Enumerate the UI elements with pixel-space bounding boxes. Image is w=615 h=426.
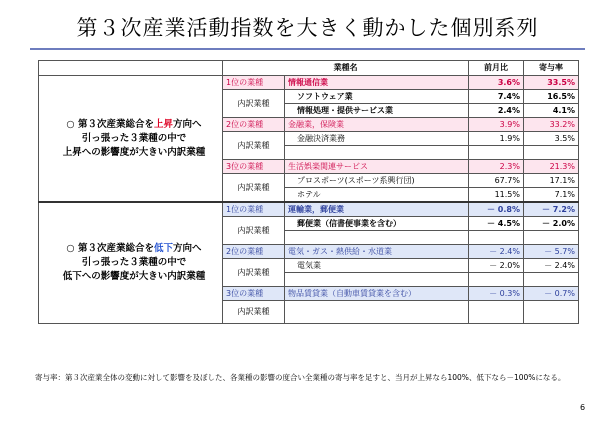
down-highlight: 低下 [154,243,174,254]
table-row [39,76,579,90]
up-sub-2-empty [285,146,469,160]
down-contrib-3: － 0.7% [524,287,579,301]
down-contrib-1: － 7.2% [524,202,579,217]
up-contrib-1: 33.5% [524,76,579,90]
up-sub-2-1-prev: 1.9% [469,132,524,146]
breakdown-label: 内訳業種 [223,132,285,160]
up-sub-1-1-contrib: 16.5% [524,90,579,104]
up-industry-3: 生活娯楽関連サービス [285,160,469,174]
down-rank-2: 2位の業種 [223,245,285,259]
header-industry: 業種名 [223,61,469,76]
up-sub-3-1: プロスポーツ(スポーツ系興行団) [285,174,469,188]
up-rank-3: 3位の業種 [223,160,285,174]
header-prev: 前月比 [469,61,524,76]
up-contrib-2: 33.2% [524,118,579,132]
page-title: 第３次産業活動指数を大きく動かした個別系列 [76,16,539,40]
up-sub-2-1: 金融決済業務 [285,132,469,146]
up-industry-1: 情報通信業 [285,76,469,90]
down-description: ○ 第３次産業総合を低下方向へ 引っ張った３業種の中で 低下への影響度が大きい内訳業種 [39,202,223,324]
up-sub-1-2-prev: 2.4% [469,104,524,118]
down-sub-2-1: 電気業 [285,259,469,273]
up-sub-1-1-prev: 7.4% [469,90,524,104]
down-industry-3: 物品賃貸業（自動車賃貸業を含む） [285,287,469,301]
up-sub-1-2: 情報処理・提供サービス業 [285,104,469,118]
down-sub-1-1-prev: － 4.5% [469,217,524,231]
up-sub-2-1-contrib: 3.5% [524,132,579,146]
up-highlight: 上昇 [154,118,174,130]
header-blank [39,61,223,76]
industry-table [38,60,579,324]
title-underline [30,48,585,50]
up-description: ○ 第３次産業総合を上昇方向へ 引っ張った３業種の中で 上昇への影響度が大きい内訳業種 [39,76,223,203]
up-sub-3-1-prev: 67.7% [469,174,524,188]
footnote: 寄与率：第３次産業全体の変動に対して影響を及ぼした、各業種の影響の度合い全業種の寄与率を足すと、当月が上昇なら100%、低下なら－100%になる。 [35,373,566,382]
down-industry-2: 電気・ガス・熱供給・水道業 [285,245,469,259]
down-sub-2-1-contrib: － 2.4% [524,259,579,273]
up-industry-2: 金融業，保険業 [285,118,469,132]
down-prev-2: － 2.4% [469,245,524,259]
up-prev-3: 2.3% [469,160,524,174]
breakdown-label: 内訳業種 [223,217,285,245]
down-sub-1-1: 郵便業（信書便事業を含む） [285,217,469,231]
breakdown-label: 内訳業種 [223,259,285,287]
breakdown-label: 内訳業種 [223,174,285,203]
up-sub-3-2-contrib: 7.1% [524,188,579,203]
up-sub-3-2: ホテル [285,188,469,203]
up-prev-2: 3.9% [469,118,524,132]
up-sub-3-2-prev: 11.5% [469,188,524,203]
down-contrib-2: － 5.7% [524,245,579,259]
down-rank-3: 3位の業種 [223,287,285,301]
header-contrib: 寄与率 [524,61,579,76]
up-contrib-3: 21.3% [524,160,579,174]
breakdown-label: 内訳業種 [223,301,285,324]
up-sub-1-1: ソフトウェア業 [285,90,469,104]
up-prev-1: 3.6% [469,76,524,90]
table-header-row [39,61,579,76]
breakdown-label: 内訳業種 [223,90,285,118]
down-prev-1: － 0.8% [469,202,524,217]
table-row [39,202,579,217]
up-sub-1-2-contrib: 4.1% [524,104,579,118]
down-sub-2-1-prev: － 2.0% [469,259,524,273]
up-rank-2: 2位の業種 [223,118,285,132]
page-number: 6 [580,403,586,412]
down-industry-1: 運輸業，郵便業 [285,202,469,217]
up-rank-1: 1位の業種 [223,76,285,90]
down-rank-1: 1位の業種 [223,202,285,217]
down-sub-1-1-contrib: － 2.0% [524,217,579,231]
up-sub-3-1-contrib: 17.1% [524,174,579,188]
down-prev-3: － 0.3% [469,287,524,301]
